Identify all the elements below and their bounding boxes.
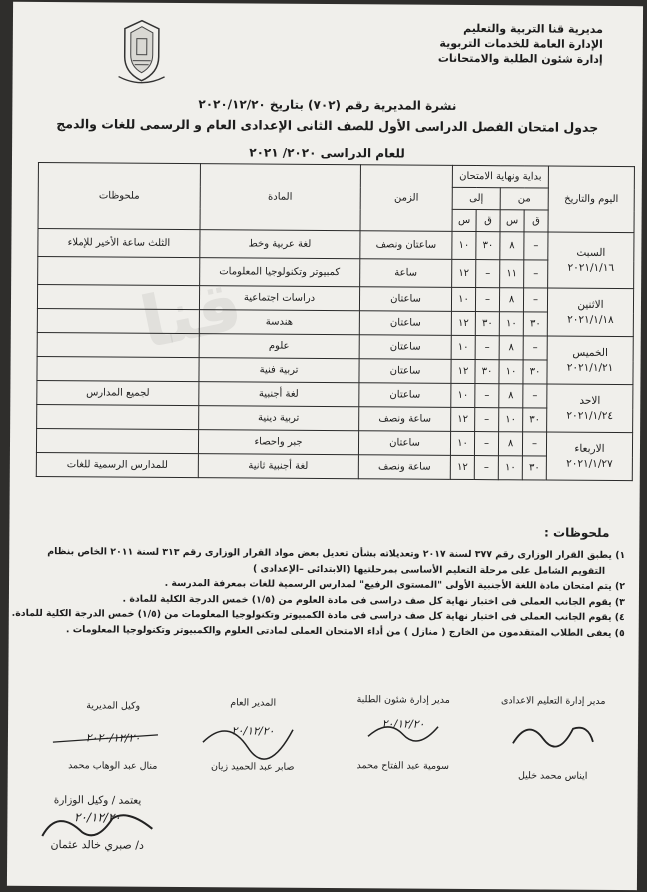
to-q: – <box>475 288 499 312</box>
col-from-q: ق <box>524 210 548 232</box>
signature-block <box>488 695 619 782</box>
signature-name: ايناس محمد خليل <box>517 770 588 782</box>
signature-title: مدير إدارة شئون الطلبة <box>356 694 450 706</box>
to-s: ١٠ <box>451 287 475 311</box>
note-cell <box>37 308 199 333</box>
handwritten-signature-icon <box>37 806 157 843</box>
from-s: ٨ <box>499 336 523 360</box>
subject-cell: تربية فنية <box>199 358 359 383</box>
from-q: – <box>524 232 548 260</box>
document-page <box>7 2 643 890</box>
to-s: ١٢ <box>450 455 474 479</box>
approval-label: يعتمد / وكيل الوزارة <box>53 794 142 807</box>
to-s: ١٠ <box>452 231 476 259</box>
subject-cell: دراسات اجتماعية <box>199 286 359 311</box>
signature-title: المدير العام <box>230 697 277 709</box>
duration-cell: ساعتان ونصف <box>360 231 452 260</box>
day-date: ٢٠٢١/١/٢٤ <box>566 409 614 422</box>
note-cell <box>36 428 198 453</box>
table-row <box>38 228 634 260</box>
day-cell <box>546 432 632 481</box>
day-name: السبت <box>576 246 606 259</box>
day-date: ٢٠٢١/١/١٦ <box>567 261 615 274</box>
day-date: ٢٠٢١/١/١٨ <box>567 313 614 326</box>
to-q: – <box>474 456 498 480</box>
note-cell <box>37 332 199 357</box>
handwritten-signature-icon <box>198 717 298 758</box>
from-s: ٨ <box>499 384 523 408</box>
note-cell <box>38 256 200 285</box>
bulletin-number: نشرة المديرية رقم (٧٠٢) بتاريخ ٢٠٢٠/١٢/٢٠ <box>198 97 457 113</box>
note-item: ٤) يقوم الجانب العملى فى اختبار نهاية كل صف دراسى فى مادة الكمبيوتر وتكنولوجيا المعلومات من (١/٥) خمس الدرجة الكلية للمادة. <box>11 607 625 624</box>
authority-line: مديرية قنا التربية والتعليم <box>463 21 603 36</box>
exam-schedule-table <box>36 162 635 481</box>
from-q: ٣٠ <box>522 456 546 480</box>
day-name: الاحد <box>579 394 601 407</box>
col-subject: المادة <box>200 164 360 231</box>
from-q: – <box>523 336 547 360</box>
col-to: إلى <box>452 187 500 209</box>
from-s: ١٠ <box>499 408 523 432</box>
signature-date: ٢٠٢٠/١٢/٢٠ <box>85 731 141 745</box>
from-q: ٣٠ <box>523 312 547 336</box>
to-q: ٣٠ <box>476 232 500 260</box>
note-cell: للمدارس الرسمية للغات <box>36 452 198 477</box>
handwritten-signature-icon <box>48 722 168 753</box>
note-cell: لجميع المدارس <box>37 380 199 405</box>
from-s: ١٠ <box>499 360 523 384</box>
subject-cell: لغة أجنبية <box>199 382 359 407</box>
day-name: الاثنين <box>577 298 604 311</box>
signature-name: صابر عبد الحميد زيان <box>210 761 295 773</box>
to-s: ١٢ <box>451 311 475 335</box>
col-duration: الزمن <box>360 165 452 232</box>
approval-name: د/ صبري خالد عثمان <box>50 838 144 852</box>
to-s: ١٢ <box>451 359 475 383</box>
signature-title: وكيل المديرية <box>86 700 141 712</box>
day-cell <box>547 384 633 433</box>
table-row <box>38 256 634 288</box>
subject-cell: لغة أجنبية ثانية <box>198 454 358 479</box>
from-q: ٣٠ <box>523 408 547 432</box>
issuing-authority <box>403 21 603 67</box>
day-name: الاربعاء <box>574 442 605 455</box>
to-q: ٣٠ <box>475 312 499 336</box>
note-item: التقويم الشامل على مرحلة التعليم الأساسى بمرحلتيها (الابتدائى –الإعدادى ) <box>252 563 606 577</box>
day-date: ٢٠٢١/١/٢٧ <box>566 457 613 470</box>
col-to-s: س <box>452 209 476 231</box>
day-name: الخميس <box>572 346 608 359</box>
duration-cell: ساعتان <box>359 287 451 312</box>
note-cell <box>37 284 199 309</box>
watermark: قنا <box>133 263 249 365</box>
day-cell <box>547 288 633 337</box>
signature-block <box>188 697 319 773</box>
note-item: ١) يطبق القرار الوزارى رقم ٣٧٧ لسنة ٢٠١٧ وتعديلاته بشأن تعديل بعض مواد القرار الوزارى رقم ٣١٣ لسنة ٢٠١١ الخاص بنظام <box>47 546 626 562</box>
to-q: – <box>474 432 498 456</box>
day-cell <box>548 232 634 289</box>
duration-cell: ساعة ونصف <box>358 455 450 480</box>
duration-cell: ساعة <box>360 259 452 288</box>
authority-line: الإدارة العامة للخدمات التربوية <box>439 36 603 51</box>
subject-cell: هندسة <box>199 310 359 335</box>
to-s: ١٠ <box>451 335 475 359</box>
signature-title: مدير إدارة التعليم الاعدادى <box>500 695 606 707</box>
day-cell <box>547 336 633 385</box>
note-item: ٥) يعفى الطلاب المتقدمون من الخارج ( منازل ) من أداء الامتحان العملى لمادتى العلوم والكمبيوتر وتكنولوجيا المعلومات . <box>65 623 625 639</box>
note-cell <box>37 404 199 429</box>
subject-cell: كمبيوتر وتكنولوجيا المعلومات <box>200 258 360 287</box>
to-s: ١٠ <box>451 383 475 407</box>
note-cell <box>37 356 199 381</box>
to-q: – <box>475 336 499 360</box>
notes-list <box>11 544 626 641</box>
academic-year: للعام الدراسى ٢٠٢٠/ ٢٠٢١ <box>249 145 405 161</box>
from-s: ١١ <box>500 260 524 288</box>
from-s: ٨ <box>500 232 524 260</box>
from-s: ٨ <box>499 288 523 312</box>
from-q: ٣٠ <box>523 360 547 384</box>
table-row <box>36 452 632 480</box>
handwritten-signature-icon <box>363 716 443 747</box>
duration-cell: ساعتان <box>358 431 450 456</box>
from-q: – <box>523 288 547 312</box>
subject-cell: جبر واحصاء <box>198 430 358 455</box>
subject-cell: تربية دينية <box>199 406 359 431</box>
from-q: – <box>524 260 548 288</box>
authority-line: إدارة شئون الطلبة والامتحانات <box>437 51 603 66</box>
to-q: – <box>475 408 499 432</box>
to-s: ١٠ <box>450 431 474 455</box>
to-q: – <box>475 384 499 408</box>
from-s: ١٠ <box>498 456 522 480</box>
note-item: ٢) يتم امتحان مادة اللغة الأجنبية الأولى "المستوى الرفيع" لمدارس الرسمية للغات بمعرفة المدرسة . <box>164 577 626 593</box>
duration-cell: ساعتان <box>359 335 451 360</box>
approval-block <box>27 794 167 852</box>
from-s: ٨ <box>498 432 522 456</box>
note-cell: الثلث ساعة الأخير للإملاء <box>38 228 200 257</box>
handwritten-signature-icon <box>508 713 598 754</box>
duration-cell: ساعتان <box>359 383 451 408</box>
subject-cell: لغة عربية وخط <box>200 230 360 259</box>
col-day: اليوم والتاريخ <box>548 166 634 233</box>
col-notes: ملحوظات <box>38 162 200 229</box>
subject-cell: علوم <box>199 334 359 359</box>
duration-cell: ساعتان <box>359 359 451 384</box>
notes-heading: ملحوظات : <box>544 525 610 540</box>
duration-cell: ساعتان <box>359 311 451 336</box>
from-q: – <box>523 384 547 408</box>
from-q: – <box>522 432 546 456</box>
signature-name: سومية عبد الفتاح محمد <box>356 760 450 772</box>
to-q: – <box>476 260 500 288</box>
document-title: جدول امتحان الفصل الدراسى الأول للصف الثانى الإعدادى العام و الرسمى للغات والدمج <box>56 116 599 135</box>
signature-block <box>333 694 474 772</box>
signature-date: ٢٠/١٢/٢٠ <box>231 724 275 738</box>
signature-block <box>48 700 178 772</box>
to-s: ١٢ <box>451 407 475 431</box>
col-from-s: س <box>500 210 524 232</box>
signature-name: منال عبد الوهاب محمد <box>68 760 158 772</box>
day-date: ٢٠٢١/١/٢١ <box>566 361 614 374</box>
to-q: ٣٠ <box>475 360 499 384</box>
duration-cell: ساعة ونصف <box>359 407 451 432</box>
col-to-q: ق <box>476 210 500 232</box>
col-period: بداية ونهاية الامتحان <box>452 165 548 188</box>
ministry-emblem-icon <box>113 17 171 87</box>
from-s: ١٠ <box>499 312 523 336</box>
signature-date: ٢٠/١٢/٢٠ <box>381 717 425 731</box>
approval-date: ٢٠/١٢/٢٠ <box>73 810 121 825</box>
to-s: ١٢ <box>452 259 476 287</box>
col-from: من <box>500 188 548 210</box>
note-item: ٣) يقوم الجانب العملى فى اختبار نهاية كل صف دراسى فى مادة العلوم من (١/٥) خمس الدرجة الكلية للمادة . <box>122 593 625 608</box>
